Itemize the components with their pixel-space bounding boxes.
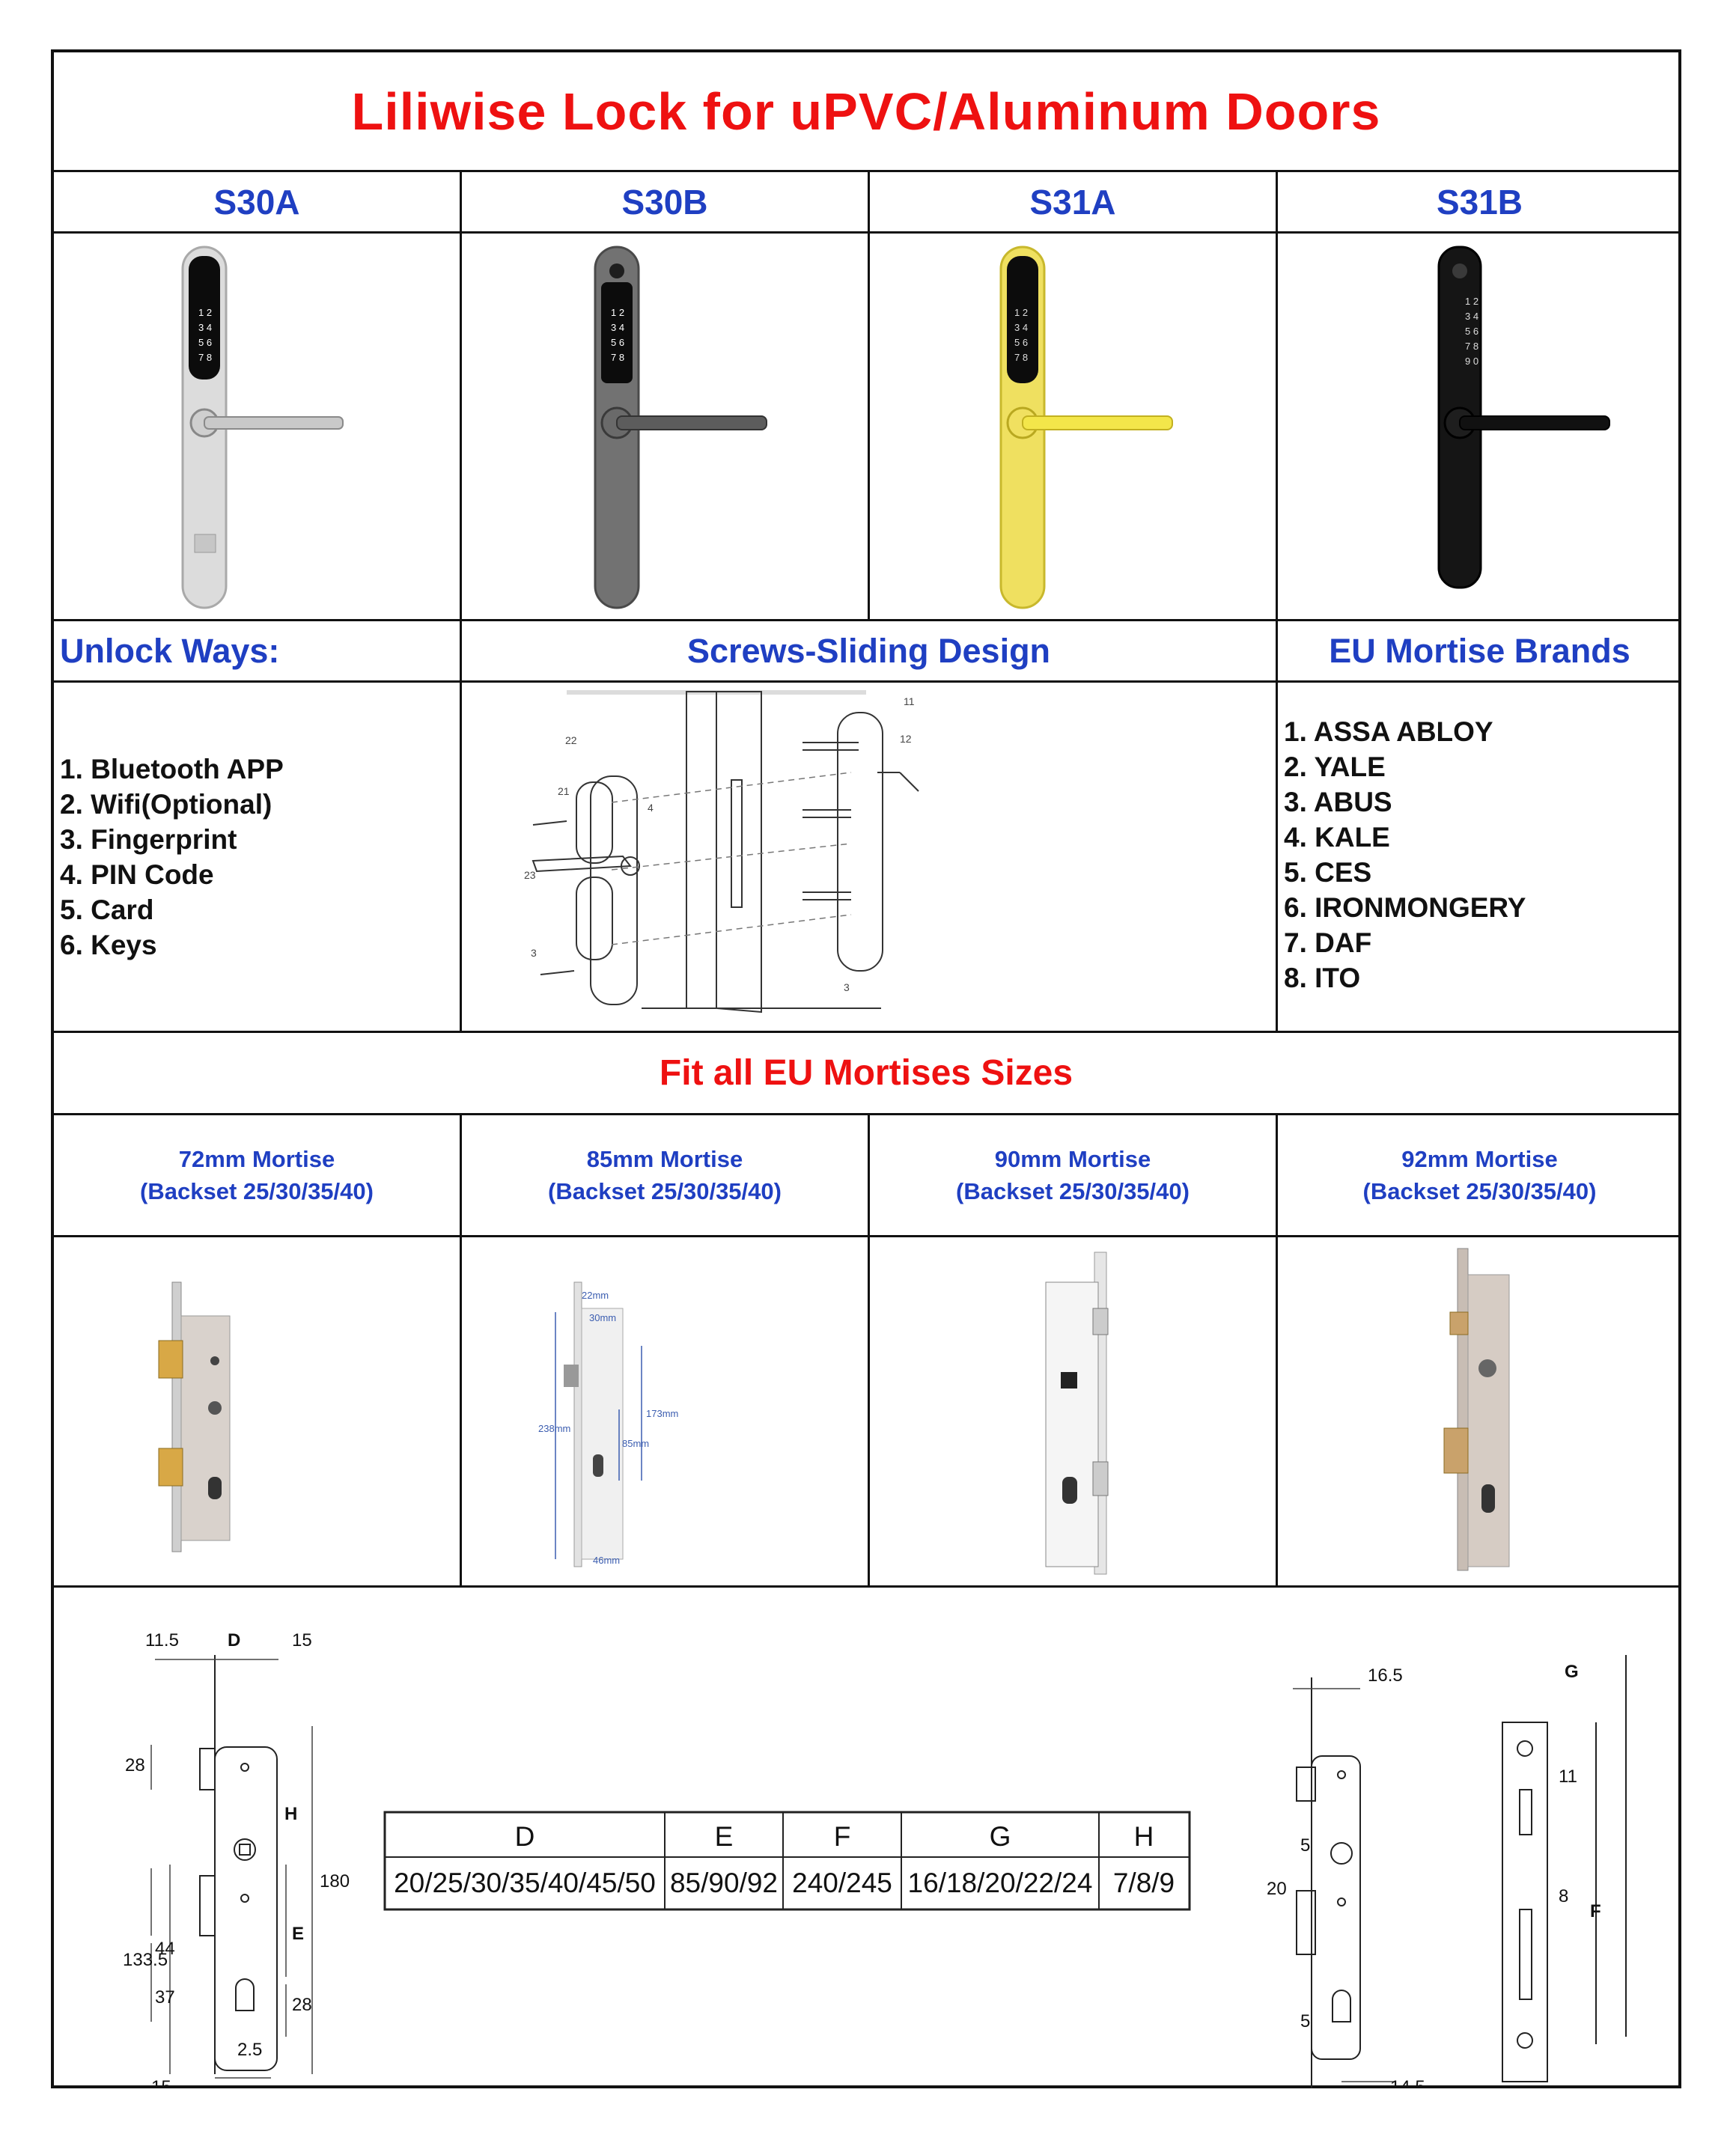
- fit-sizes-heading: Fit all EU Mortises Sizes: [659, 1053, 1073, 1093]
- dimension-label: 16.5: [1368, 1665, 1403, 1686]
- product-image-s31a: [870, 234, 1278, 619]
- dimension-label: 20: [1267, 1879, 1287, 1899]
- dimension-label: G: [1565, 1662, 1579, 1682]
- technical-drawings: [54, 1588, 1678, 2088]
- mortise-label-90: [870, 1115, 1278, 1235]
- eu-brands-heading: EU Mortise Brands: [1329, 631, 1630, 670]
- model-name: S30A: [54, 172, 462, 231]
- table-header: H: [1133, 1821, 1154, 1852]
- model-row: [54, 172, 1678, 234]
- exploded-view-drawing: [462, 683, 1278, 1031]
- mortise-backset: (Backset 25/30/35/40): [548, 1178, 782, 1204]
- spec-sheet: [51, 49, 1681, 2088]
- list-item: 6. Keys: [60, 930, 157, 960]
- dimension-label: 5: [1300, 1835, 1311, 1856]
- callout-label: 3: [844, 981, 850, 993]
- svg-text:5 6: 5 6: [611, 337, 625, 348]
- dimension-label: 133.5: [123, 1950, 168, 1970]
- mortise-image-72: [54, 1237, 462, 1585]
- dimension-label: 85mm: [622, 1438, 650, 1449]
- list-item: 1. Bluetooth APP: [60, 754, 284, 784]
- svg-text:3 4: 3 4: [611, 322, 625, 333]
- svg-text:5 6: 5 6: [1014, 337, 1029, 348]
- table-header: G: [989, 1821, 1011, 1852]
- mortise-label-72: [54, 1115, 462, 1235]
- unlock-ways-list: [60, 752, 284, 963]
- mortise-name-row: [54, 1115, 1678, 1237]
- dimension-label: 46mm: [593, 1555, 621, 1566]
- svg-text:7 8: 7 8: [1465, 341, 1479, 352]
- dimension-label: 14.5: [1390, 2077, 1425, 2088]
- table-cell: 20/25/30/35/40/45/50: [394, 1868, 656, 1898]
- list-item: 2. Wifi(Optional): [60, 789, 272, 820]
- list-item: 4. KALE: [1284, 822, 1390, 853]
- model-name: S31B: [1436, 182, 1523, 222]
- svg-text:7 8: 7 8: [1014, 352, 1029, 363]
- dimension-label: 30mm: [589, 1312, 617, 1323]
- table-header: D: [514, 1821, 535, 1852]
- dimension-label: 8: [1559, 1886, 1569, 1906]
- dimension-label: 5: [1300, 2011, 1311, 2031]
- dimension-label: 238mm: [538, 1423, 571, 1434]
- dimension-label: 15: [292, 1630, 312, 1650]
- page-title: Liliwise Lock for uPVC/Aluminum Doors: [351, 82, 1381, 141]
- mortise-backset: (Backset 25/30/35/40): [140, 1178, 374, 1204]
- product-image-s31b: [1278, 234, 1681, 619]
- table-cell: 7/8/9: [1112, 1868, 1175, 1898]
- table-header: F: [833, 1821, 851, 1852]
- callout-label: 23: [524, 869, 536, 881]
- table-cell: 16/18/20/22/24: [907, 1868, 1093, 1898]
- list-item: 3. ABUS: [1284, 787, 1392, 817]
- screws-sliding-heading: Screws-Sliding Design: [462, 621, 1278, 680]
- table-cell: 85/90/92: [669, 1868, 779, 1898]
- unlock-ways-heading: Unlock Ways:: [54, 621, 462, 680]
- svg-text:9 0: 9 0: [1465, 356, 1479, 367]
- mortise-image-85: [462, 1237, 870, 1585]
- mortise-name: 72mm Mortise: [178, 1146, 335, 1172]
- mortise-image-90: [870, 1237, 1278, 1585]
- list-item: 4. PIN Code: [60, 859, 214, 890]
- title-row: [54, 52, 1678, 172]
- mortise-image-92: [1278, 1237, 1681, 1585]
- model-name: S30B: [462, 172, 870, 231]
- dimension-label: H: [284, 1804, 298, 1824]
- dimension-label: 15: [151, 2077, 171, 2088]
- mortise-backset: (Backset 25/30/35/40): [956, 1178, 1190, 1204]
- svg-text:3 4: 3 4: [198, 322, 213, 333]
- exploded-drawing-cell: [462, 683, 1278, 1031]
- svg-text:1 2: 1 2: [198, 307, 213, 318]
- mortise-label-92: [1278, 1115, 1681, 1235]
- mortise-image-row: [54, 1237, 1678, 1588]
- svg-text:7 8: 7 8: [611, 352, 625, 363]
- svg-text:5 6: 5 6: [1465, 326, 1479, 337]
- eu-brands-cell: [1278, 683, 1681, 1031]
- table-header: E: [714, 1821, 734, 1852]
- mortise-name: 90mm Mortise: [994, 1146, 1151, 1172]
- fit-sizes-row: [54, 1033, 1678, 1115]
- dimension-label: 180: [320, 1871, 350, 1892]
- dimension-label: 173mm: [646, 1408, 679, 1419]
- dimension-label: 22mm: [582, 1290, 609, 1301]
- table-cell: 240/245: [792, 1868, 892, 1898]
- features-row: [54, 683, 1678, 1033]
- dimension-label: E: [292, 1924, 305, 1944]
- mortise-backset: (Backset 25/30/35/40): [1362, 1178, 1597, 1204]
- eu-brands-list: [1284, 714, 1526, 996]
- mortise-label-85: [462, 1115, 870, 1235]
- callout-label: 3: [531, 947, 537, 959]
- svg-text:1 2: 1 2: [1014, 307, 1029, 318]
- list-item: 1. ASSA ABLOY: [1284, 716, 1493, 747]
- product-row: [54, 234, 1678, 621]
- product-image-s30b: [462, 234, 870, 619]
- dimension-label: 11.5: [145, 1630, 179, 1650]
- dimension-label: 28: [292, 1995, 312, 2015]
- list-item: 5. Card: [60, 894, 154, 925]
- callout-label: 4: [648, 802, 654, 814]
- dimension-label: 37: [155, 1987, 175, 2008]
- model-name: S31A: [870, 172, 1278, 231]
- svg-text:1 2: 1 2: [611, 307, 625, 318]
- product-image-s30a: [54, 234, 462, 619]
- callout-label: 12: [900, 733, 912, 745]
- spec-table: [385, 1812, 1190, 1909]
- svg-text:7 8: 7 8: [198, 352, 213, 363]
- dimension-label: D: [228, 1630, 241, 1650]
- svg-text:3 4: 3 4: [1465, 311, 1479, 322]
- mortise-name: 85mm Mortise: [586, 1146, 743, 1172]
- list-item: 5. CES: [1284, 857, 1372, 888]
- dimension-label: 2.5: [237, 2040, 263, 2060]
- callout-label: 11: [904, 695, 915, 707]
- svg-text:3 4: 3 4: [1014, 322, 1029, 333]
- list-item: 3. Fingerprint: [60, 824, 237, 855]
- list-item: 6. IRONMONGERY: [1284, 892, 1526, 923]
- dimension-label: 28: [125, 1755, 145, 1775]
- dimension-label: F: [1590, 1901, 1601, 1921]
- svg-text:5 6: 5 6: [198, 337, 213, 348]
- svg-text:1 2: 1 2: [1465, 296, 1479, 307]
- unlock-ways-cell: [54, 683, 462, 1031]
- technical-drawing-row: [54, 1588, 1678, 2088]
- list-item: 8. ITO: [1284, 963, 1361, 993]
- section-header-row: [54, 621, 1678, 683]
- mortise-name: 92mm Mortise: [1401, 1146, 1558, 1172]
- list-item: 2. YALE: [1284, 752, 1386, 782]
- list-item: 7. DAF: [1284, 927, 1372, 958]
- callout-label: 21: [558, 785, 570, 797]
- callout-label: 22: [565, 734, 577, 746]
- dimension-label: 44: [155, 1939, 175, 1959]
- dimension-label: 11: [1559, 1767, 1577, 1787]
